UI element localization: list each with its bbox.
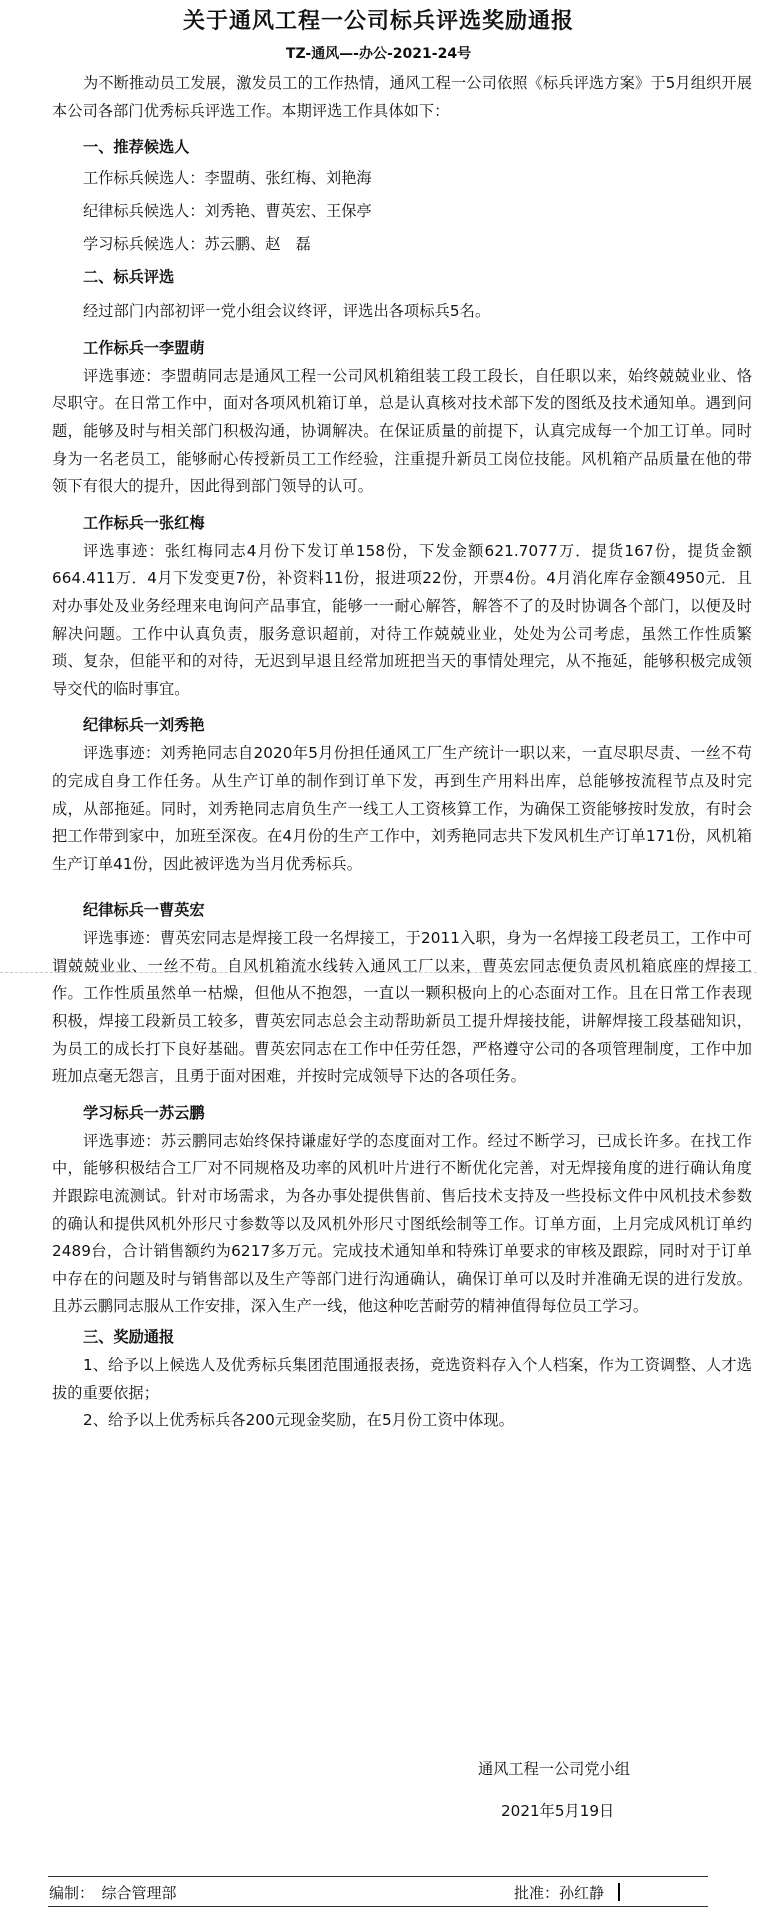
section-heading-rewards: 三、奖励通报 — [83, 1328, 175, 1346]
footer-prepared-by: 编制： 综合管理部 — [49, 1884, 177, 1902]
signature-date: 2021年5月19日 — [501, 1802, 615, 1820]
document-number: TZ-通风—-办公-2021-24号 — [285, 46, 472, 62]
reward-item: 1、给予以上候选人及优秀标兵集团范围通报表扬，竞选资料存入个人档案，作为工资调整、人才选拔的重要依据； — [52, 1356, 752, 1402]
awardee-paragraph: 评选事迹：曹英宏同志是焊接工段一名焊接工，于2011入职，身为一名焊接工段老员工，工作中可谓兢兢业业、一丝不苟。自风机箱流水线转入通风工厂以来，曹英宏同志便负责风机箱底座的焊接工作。工作性质虽然单一枯燥，但他从不抱怨，一直以一颗积极向上的心态面对工作。且在日常工作表现积极，焊接工段新员工较多，曹英宏同志总会主动帮助新员工提升焊接技能，讲解焊接工段基础知识，为员工的成长打下良好基础。曹英宏同志在工作中任劳任怨，严格遵守公司的各项管理制度，工作中加班加点毫无怨言，且勇于面对困难，并按时完成领导下达的各项任务。 — [52, 929, 752, 1086]
footer-approved-by[interactable] — [514, 1882, 620, 1903]
candidate-line-discipline: 纪律标兵候选人：刘秀艳、曹英宏、王保亭 — [83, 202, 372, 221]
page-break-divider — [0, 972, 757, 973]
awardee-heading: 纪律标兵一曹英宏 — [83, 901, 205, 920]
document-title: 关于通风工程一公司标兵评选奖励通报 — [182, 9, 574, 34]
document-body — [52, 70, 752, 1435]
footer-rule-bottom — [48, 1906, 708, 1907]
signature-organization: 通风工程一公司党小组 — [478, 1760, 630, 1778]
reward-item: 2、给予以上优秀标兵各200元现金奖励，在5月份工资中体现。 — [83, 1411, 515, 1430]
awardee-heading: 学习标兵一苏云鹏 — [83, 1103, 205, 1122]
intro-paragraph: 为不断推动员工发展，激发员工的工作热情，通风工程一公司依照《标兵评选方案》于5月组织开展本公司各部门优秀标兵评选工作。本期评选工作具体如下： — [52, 74, 752, 120]
footer-approved-by-text: 批准：孙红静 — [514, 1884, 605, 1902]
awardee-heading: 工作标兵一李盟萌 — [83, 338, 205, 357]
candidate-line-study: 学习标兵候选人：苏云鹏、赵 磊 — [83, 235, 311, 254]
awardee-paragraph: 评选事迹：李盟萌同志是通风工程一公司风机箱组装工段工段长，自任职以来，始终兢兢业业、恪尽职守。在日常工作中，面对各项风机箱订单，总是认真核对技术部下发的图纸及技术通知单。遇到问题，能够及时与相关部门积极沟通，协调解决。在保证质量的前提下，认真完成每一个加工订单。同时身为一名老员工，能够耐心传授新员工工作经验，注重提升新员工岗位技能。风机箱产品质量在他的带领下有很大的提升，因此得到部门领导的认可。 — [52, 366, 752, 496]
awardee-paragraph: 评选事迹：苏云鹏同志始终保持谦虚好学的态度面对工作。经过不断学习，已成长许多。在找工作中，能够积极结合工厂对不同规格及功率的风机叶片进行不断优化完善，对无焊接角度的进行确认角度并跟踪电流测试。针对市场需求，为各办事处提供售前、售后技术支持及一些投标文件中风机技术参数的确认和提供风机外形尺寸参数等以及风机外形尺寸图纸绘制等工作。订单方面，上月完成风机订单约2489台，合计销售额约为6217多万元。完成技术通知单和特殊订单要求的审核及跟踪，同时对于订单中存在的问题及时与销售部以及生产等部门进行沟通确认，确保订单可以及时并准确无误的进行发放。且苏云鹏同志服从工作安排，深入生产一线，他这种吃苦耐劳的精神值得每位员工学习。 — [52, 1131, 752, 1316]
awardee-paragraph: 评选事迹：张红梅同志4月份下发订单158份，下发金额621.7077万．提货167份，提货金额664.411万．4月下发变更7份，补资料11份，报进项22份，开票4份。4月消化库存金额4950元．且对办事处及业务经理来电询问产品事宜，能够一一耐心解答，解答不了的及时协调各个部门，以便及时解决问题。工作中认真负责，服务意识超前，对待工作兢兢业业，处处为公司考虑，虽然工作性质繁琐、复杂，但能平和的对待，无迟到早退且经常加班把当天的事情处理完，从不拖延，能够积极完成领导交代的临时事宜。 — [52, 541, 752, 698]
awardee-heading: 纪律标兵一刘秀艳 — [83, 716, 205, 735]
awardee-paragraph: 评选事迹：刘秀艳同志自2020年5月份担任通风工厂生产统计一职以来，一直尽职尽责、一丝不苟的完成自身工作任务。从生产订单的制作到订单下发，再到生产用料出库，总能够按流程节点及时完成，从部拖延。同时，刘秀艳同志肩负生产一线工人工资核算工作，为确保工资能够按时发放，有时会把工作带到家中，加班至深夜。在4月份的生产工作中，刘秀艳同志共下发风机生产订单171份，风机箱生产订单41份，因此被评选为当月优秀标兵。 — [52, 744, 752, 873]
candidate-line-work: 工作标兵候选人：李盟萌、张红梅、刘艳海 — [83, 169, 372, 188]
text-cursor — [618, 1883, 620, 1901]
awardee-heading: 工作标兵一张红梅 — [83, 513, 205, 532]
selection-summary: 经过部门内部初评一党小组会议终评，评选出各项标兵5名。 — [83, 302, 491, 321]
footer-rule-top — [48, 1876, 708, 1877]
section-heading-selection: 二、标兵评选 — [83, 268, 175, 287]
section-heading-candidates: 一、推荐候选人 — [83, 138, 190, 157]
